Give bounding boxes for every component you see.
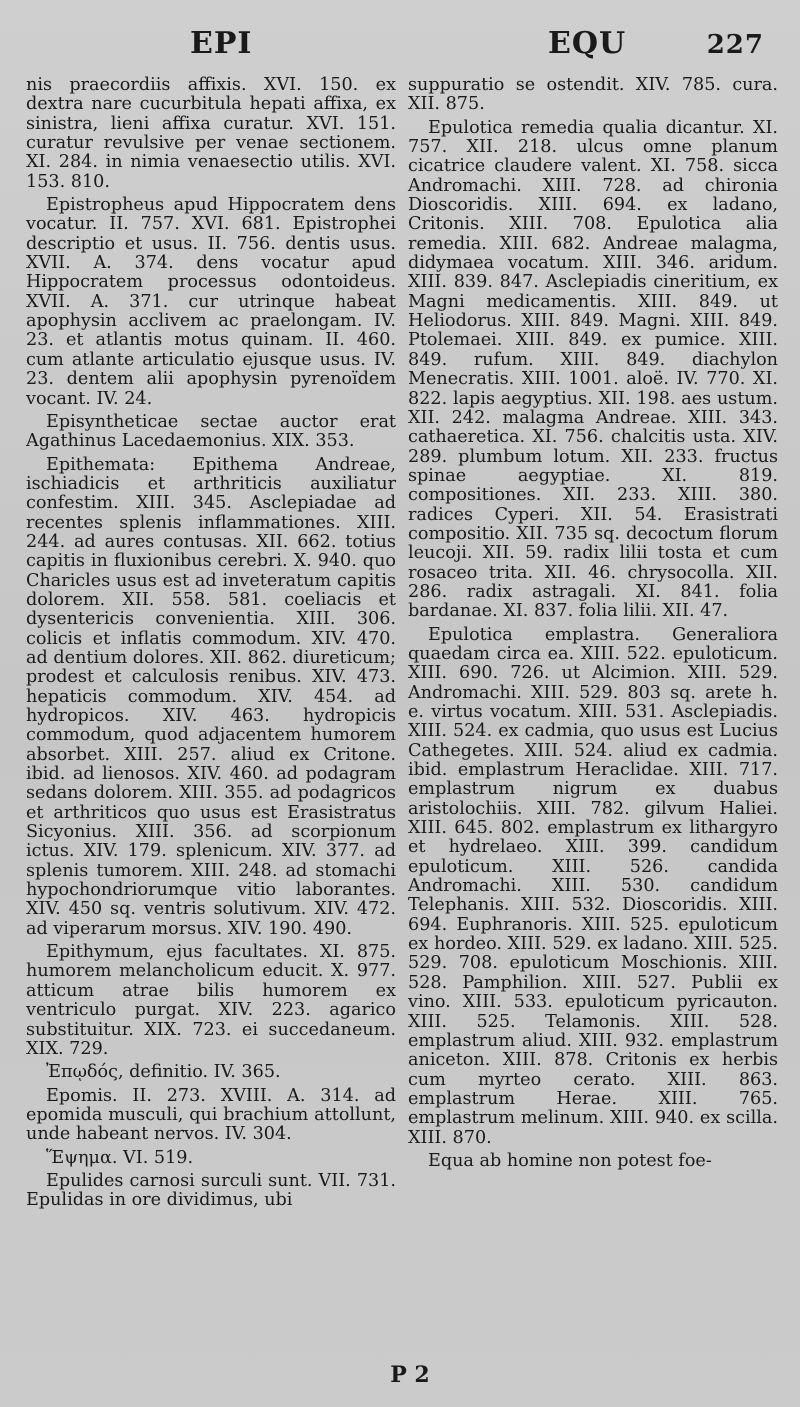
index-entry: Ἕψημα. VI. 519. — [46, 1147, 194, 1168]
index-entry: Episyntheticae sectae auctor erat Agathinus Lacedaemonius. XIX. 353. — [26, 411, 396, 452]
index-entry: Epithemata: Epithema Andreae, ischiadicis et arthriticis auxiliatur confestim. XIII. 345. Asclepiadae ad recentes splenis inflammationes. XIII. 244. ad aures contusas. XII. 662. totius capitis in fluxionibus cerebri. X. 940. quo Charicles usus est ad inveteratum capitis dolorem. XII. 558. 581. coeliacis et dysentericis convenientia. XIII. 306. colicis et inflatis commodum. XIV. 470. ad dentium dolores. XII. 862. diureticum; prodest et calculosis renibus. XIV. 473. hepaticis commodum. XIV. 454. ad hydropicos. XIV. 463. hydropicis commodum, quod adjacentem humorem absorbet. XIII. 257. aliud ex Critone. ibid. ad lienosos. XIV. 460. ad podagram sedans dolorem. XIII. 355. ad podagricos et arthriticos quo usus est Erasistratus Sicyonius. XIII. 356. ad scorpionum ictus. XIV. 179. splenicum. XIV. 377. ad splenis tumorem. XIII. 248. ad stomachi hypochondriorumque vitio laborantes. XIV. 450 sq. ventris solutivum. XIV. 472. ad viperarum morsus. XIV. 190. 490. — [26, 454, 396, 939]
index-entry: Epomis. II. 273. XVIII. A. 314. ad epomida musculi, qui brachium attollunt, unde habeant nervos. IV. 304. — [26, 1085, 396, 1145]
header-right-word: EQU — [548, 26, 627, 61]
index-entry: Epithymum, ejus facultates. XI. 875. humorem melancholicum educit. X. 977. atticum atrae bilis humorem ex ventriculo purgat. XIV. 223. agarico substituitur. XIX. 723. ei succedaneum. XIX. 729. — [26, 942, 396, 1059]
index-entry: Epulotica remedia qualia dicantur. XI. 757. XII. 218. ulcus omne planum cicatrice claudere valent. XI. 758. sicca Andromachi. XIII. 728. ad chironia Dioscoridis. XIII. 694. ex ladano, Critonis. XIII. 708. Epulotica alia remedia. XIII. 682. Andreae malagma, didymaea vocatum. XIII. 346. aridum. XIII. 839. 847. Asclepiadis cineritium, ex Magni medicamentis. XIII. 849. ut Heliodorus. XIII. 849. Magni. XIII. 849. Ptolemaei. XIII. 849. ex pumice. XIII. 849. rufum. XIII. 849. diachylon Menecratis. XIII. 1001. aloë. IV. 770. XI. 822. lapis aegyptius. XII. 198. aes ustum. XII. 242. malagma Andreae. XIII. 343. cathaeretica. XI. 756. chalcitis usta. XIV. 289. plumbum lotum. XII. 233. fructus spinae aegyptiae. XI. 819. compositiones. XII. 233. XIII. 380. radices Cyperi. XII. 54. Erasistrati compositio. XII. 735 sq. decoctum florum leucoji. XII. 59. radix lilii tosta et cum rosaceo trita. XII. 46. chrysocolla. XII. 286. radix astragali. XI. 841. folia bardanae. XI. 837. folia lilii. XII. 47. — [408, 117, 778, 622]
index-entry: suppuratio se ostendit. XIV. 785. cura. XII. 875. — [408, 75, 778, 115]
index-entry: nis praecordiis affixis. XVI. 150. ex dextra nare cucurbitula hepati affixa, ex sinistra, lieni affixa curatur. XVI. 151. curatur revulsive per venae sectionem. XI. 284. in nimia venaesectio utilis. XVI. 153. 810. — [26, 75, 396, 192]
signature-mark: P 2 — [390, 1362, 430, 1388]
running-header — [0, 26, 800, 66]
header-left-word: EPI — [190, 26, 253, 61]
right-column — [408, 76, 778, 1175]
page-footer — [0, 1362, 800, 1388]
index-entry: Epistropheus apud Hippocratem dens vocatur. II. 757. XVI. 681. Epistrophei descriptio et usus. II. 756. dentis usus. XVII. A. 374. dens vocatur apud Hippocratem processus odontoideus. XVII. A. 371. cur utrinque habeat apophysin acclivem ac praelongam. IV. 23. et atlantis motus quinam. II. 460. cum atlante articulatio ejusque usus. IV. 23. dentem alii apophysin pyrenoïdem vocant. IV. 24. — [26, 195, 396, 409]
index-entry: Epulides carnosi surculi sunt. VII. 731. Epulidas in ore dividimus, ubi — [26, 1170, 396, 1211]
left-column — [26, 76, 396, 1215]
index-entry: Equa ab homine non potest foe- — [428, 1150, 712, 1171]
index-entry: Epulotica emplastra. Generaliora quaedam circa ea. XIII. 522. epuloticum. XIII. 690. 726. ut Alcimion. XIII. 529. Andromachi. XIII. 529. 803 sq. arete h. e. virtus vocatum. XIII. 531. Asclepiadis. XIII. 524. ex cadmia, quo usus est Lucius Cathegetes. XIII. 524. aliud ex cadmia. ibid. emplastrum Heraclidae. XIII. 717. emplastrum nigrum ex duabus aristolochiis. XIII. 782. gilvum Haliei. XIII. 645. 802. emplastrum ex lithargyro et hydrelaeo. XIII. 399. candidum epuloticum. XIII. 526. candida Andromachi. XIII. 530. candidum Telephanis. XIII. 532. Dioscoridis. XIII. 694. Euphranoris. XIII. 525. epuloticum ex hordeo. XIII. 529. ex ladano. XIII. 525. 529. 708. epuloticum Moschionis. XIII. 528. Pamphilion. XIII. 527. Publii ex vino. XIII. 533. epuloticum pyricauton. XIII. 525. Telamonis. XIII. 528. emplastrum aliud. XIII. 932. emplastrum aniceton. XIII. 878. Critonis ex herbis cum myrteo cerato. XIII. 863. emplastrum Herae. XIII. 765. emplastrum melinum. XIII. 940. ex scilla. XIII. 870. — [408, 624, 778, 1148]
index-entry: Ἐπῳδός, definitio. IV. 365. — [46, 1062, 281, 1083]
page-number: 227 — [706, 30, 764, 60]
